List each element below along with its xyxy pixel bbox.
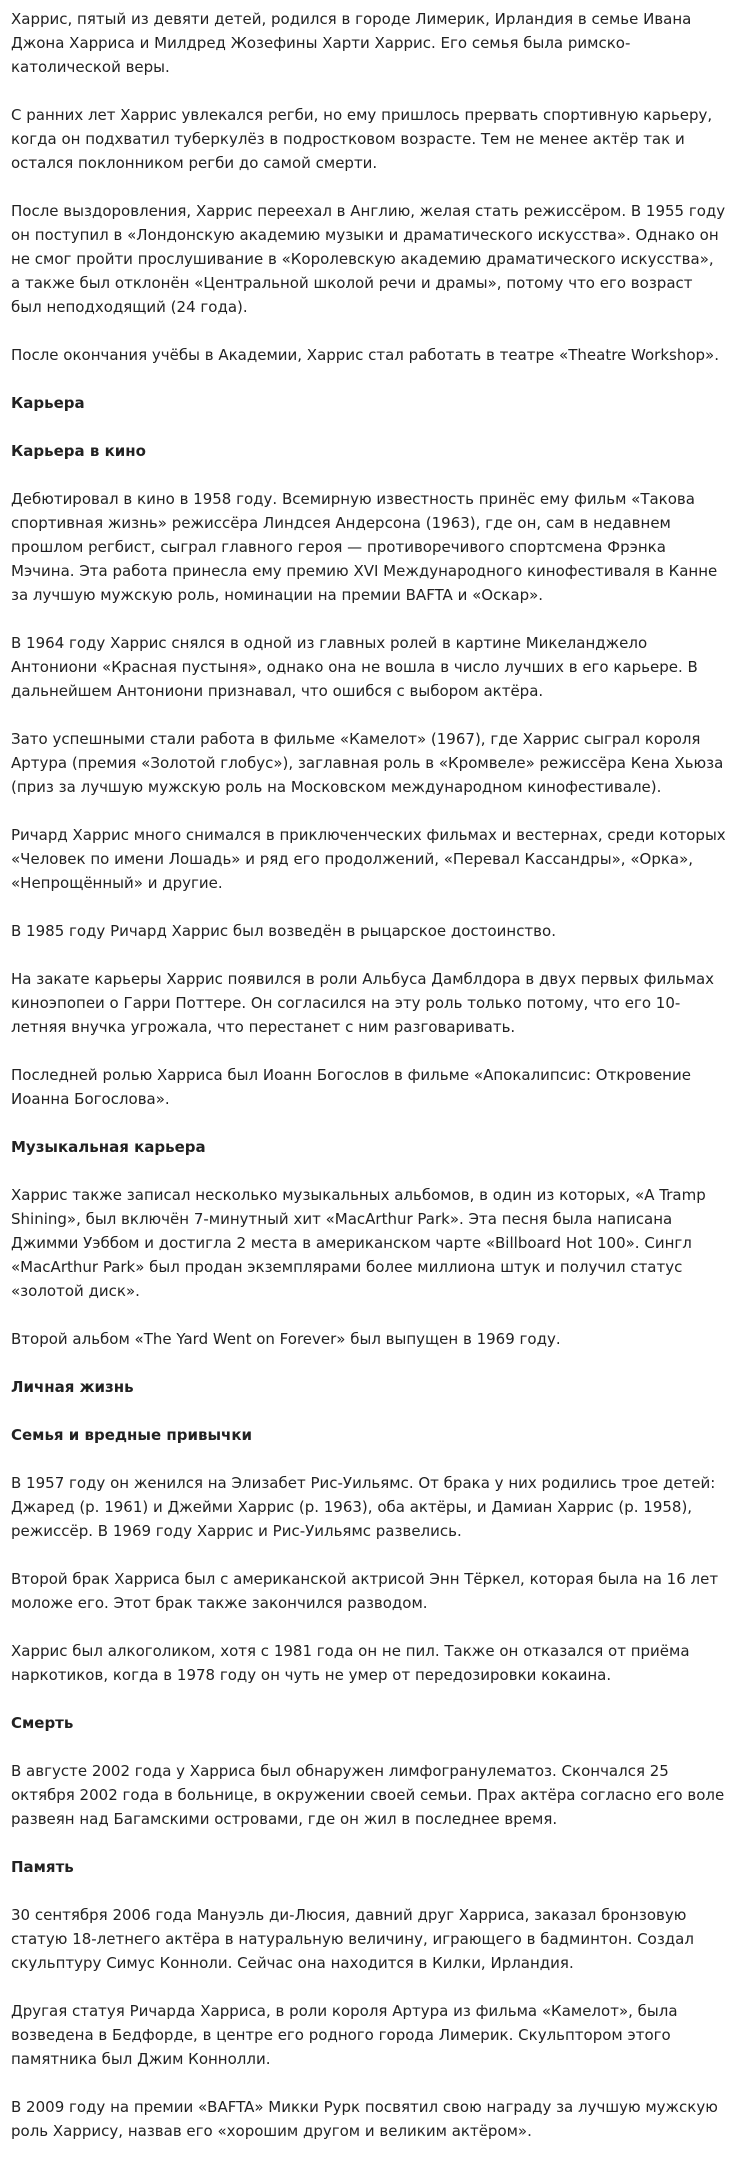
paragraph-red-desert: В 1964 году Харрис снялся в одной из главных ролей в картине Микеланджело Антониони «Красная пустыня», однако она не вошла в число лучших в его карьере. В дальнейшем Антониони признавал, что ошибся с выбором актёра. (11, 634, 698, 700)
paragraph-king-arthur-statue: Другая статуя Ричарда Харриса, в роли короля Артура из фильма «Камелот», была возведена в Бедфорде, в центре его родного города Лимерик. Скульптором этого памятника был Джим Коннолли. (11, 2002, 678, 2068)
paragraph-second-marriage: Второй брак Харриса был с американской актрисой Энн Тёркел, которая была на 16 лет моложе его. Этот брак также закончился разводом. (11, 1570, 719, 1612)
paragraph-film-debut: Дебютировал в кино в 1958 году. Всемирную известность принёс ему фильм «Такова спортивная жизнь» режиссёра Линдсея Андерсона (1963), где он, сам в недавнем прошлом регбист, сыграл главного героя — противоречивого спортсмена Фрэнка Мэчина. Эта работа принесла ему премию XVI Международного кинофестиваля в Канне за лучшую мужскую роль, номинации на премии BAFTA и «Оскар». (11, 490, 718, 604)
heading-film-career: Карьера в кино (11, 442, 146, 460)
paragraph-early-life-academy: После выздоровления, Харрис переехал в Англию, желая стать режиссёром. В 1955 году он поступил в «Лондонскую академию музыки и драматического искусства». Однако он не смог пройти прослушивание в «Королевскую академию драматического искусства», а также был отклонён «Центральной школой речи и драмы», потому что его возраст был неподходящий (24 года). (11, 202, 726, 316)
paragraph-camelot: Зато успешными стали работа в фильме «Камелот» (1967), где Харрис сыграл короля Артура (премия «Золотой глобус»), заглавная роль в «Кромвеле» режиссёра Кена Хьюза (приз за лучшую мужскую роль на Московском международном кинофестивале). (11, 730, 724, 796)
paragraph-last-role: Последней ролью Харриса был Иоанн Богослов в фильме «Апокалипсис: Откровение Иоанна Богослова». (11, 1066, 691, 1108)
paragraph-alcoholism: Харрис был алкоголиком, хотя с 1981 года он не пил. Также он отказался от приёма наркотиков, когда в 1978 году он чуть не умер от передозировки кокаина. (11, 1642, 690, 1684)
paragraph-bafta-tribute: В 2009 году на премии «BAFTA» Микки Рурк посвятил свою награду за лучшую мужскую роль Харрису, назвав его «хорошим другом и великим актёром». (11, 2098, 718, 2140)
paragraph-early-life-birth: Харрис, пятый из девяти детей, родился в городе Лимерик, Ирландия в семье Ивана Джона Харриса и Милдред Жозефины Харти Харрис. Его семья была римско-католической веры. (11, 10, 692, 76)
paragraph-early-life-theatre: После окончания учёбы в Академии, Харрис стал работать в театре «Theatre Workshop». (11, 346, 719, 364)
paragraph-dumbledore: На закате карьеры Харрис появился в роли Альбуса Дамблдора в двух первых фильмах киноэпопеи о Гарри Поттере. Он согласился на эту роль только потому, что его 10-летняя внучка угрожала, что перестанет с ним разговаривать. (11, 970, 715, 1036)
heading-family-habits: Семья и вредные привычки (11, 1426, 253, 1444)
heading-memory: Память (11, 1858, 74, 1876)
heading-death: Смерть (11, 1714, 74, 1732)
article-body (11, 7, 727, 2167)
paragraph-first-marriage: В 1957 году он женился на Элизабет Рис-Уильямс. От брака у них родились трое детей: Джаред (р. 1961) и Джейми Харрис (р. 1963), оба актёры, и Дамиан Харрис (р. 1958), режиссёр. В 1969 году Харрис и Рис-Уильямс развелись. (11, 1474, 716, 1540)
paragraph-early-life-rugby: С ранних лет Харрис увлекался регби, но ему пришлось прервать спортивную карьеру, когда он подхватил туберкулёз в подростковом возрасте. Тем не менее актёр так и остался поклонником регби до самой смерти. (11, 106, 713, 172)
paragraph-knighthood: В 1985 году Ричард Харрис был возведён в рыцарское достоинство. (11, 922, 556, 940)
paragraph-tramp-shining: Харрис также записал несколько музыкальных альбомов, в один из которых, «A Tramp Shining», был включён 7-минутный хит «MacArthur Park». Эта песня была написана Джимми Уэббом и достигла 2 места в американском чарте «Billboard Hot 100». Сингл «MacArthur Park» был продан экземплярами более миллиона штук и получил статус «золотой диск». (11, 1186, 706, 1300)
heading-music-career: Музыкальная карьера (11, 1138, 206, 1156)
paragraph-second-album: Второй альбом «The Yard Went on Forever» был выпущен в 1969 году. (11, 1330, 561, 1348)
heading-personal-life: Личная жизнь (11, 1378, 134, 1396)
paragraph-death: В августе 2002 года у Харриса был обнаружен лимфогранулематоз. Скончался 25 октября 2002 года в больнице, в окружении своей семьи. Прах актёра согласно его воле развеян над Багамскими островами, где он жил в последнее время. (11, 1762, 725, 1828)
paragraph-westerns: Ричард Харрис много снимался в приключенческих фильмах и вестернах, среди которых «Человек по имени Лошадь» и ряд его продолжений, «Перевал Кассандры», «Орка», «Непрощённый» и другие. (11, 826, 726, 892)
heading-career: Карьера (11, 394, 85, 412)
paragraph-badminton-statue: 30 сентября 2006 года Мануэль ди-Люсия, давний друг Харриса, заказал бронзовую статую 18-летнего актёра в натуральную величину, играющего в бадминтон. Создал скульптуру Симус Конноли. Сейчас она находится в Килки, Ирландия. (11, 1906, 694, 1972)
